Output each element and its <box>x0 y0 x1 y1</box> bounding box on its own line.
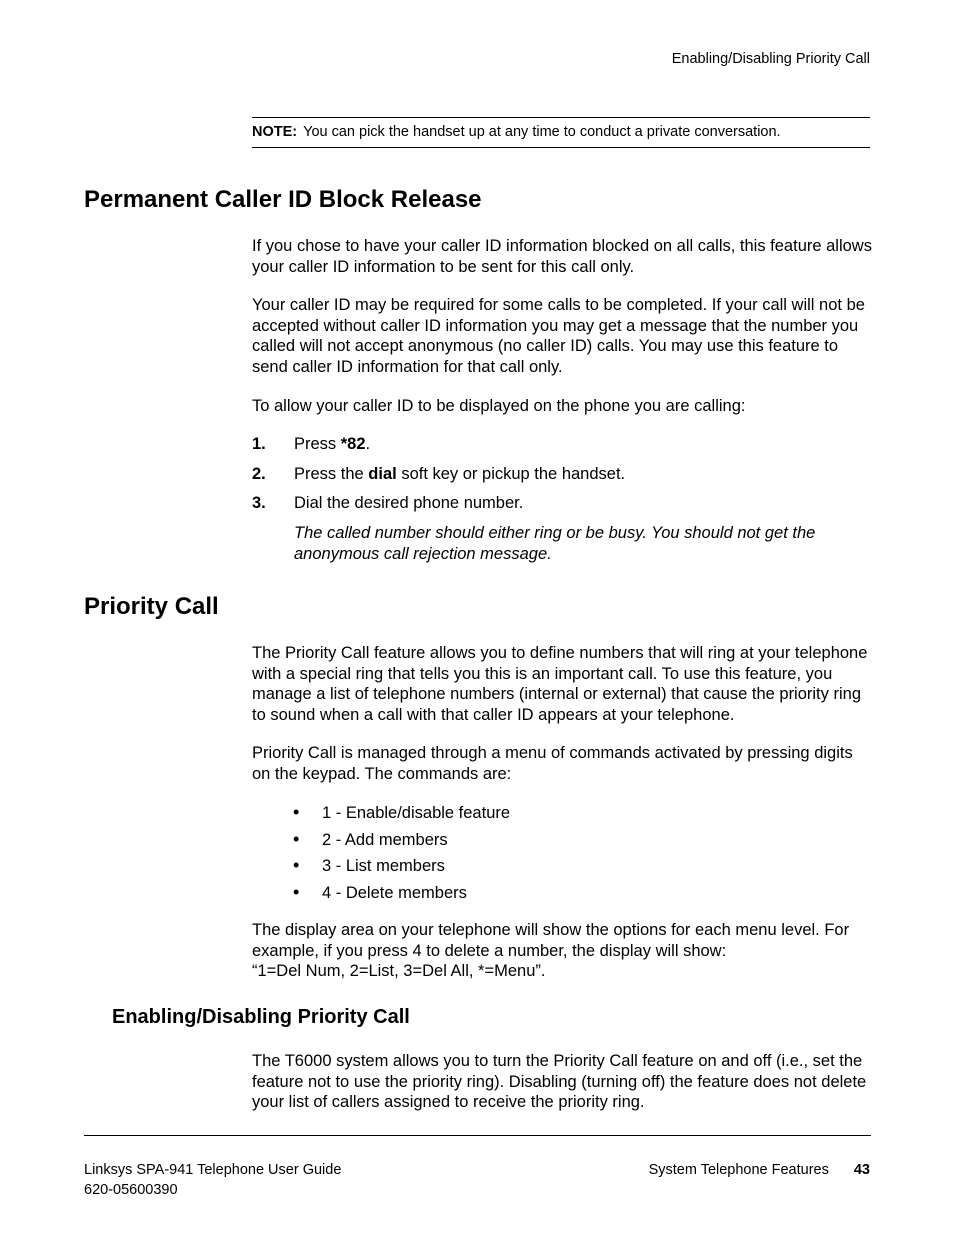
paragraph: To allow your caller ID to be displayed on the phone you are calling: <box>252 397 746 415</box>
step-item <box>252 493 523 513</box>
step-text: soft key or pickup the handset. <box>396 465 626 483</box>
list-item <box>293 855 445 876</box>
step-number: 2. <box>252 465 266 483</box>
guide-title: Linksys SPA-941 Telephone User Guide <box>84 1162 342 1178</box>
footer-divider <box>84 1135 871 1136</box>
bullet-icon: • <box>293 802 300 822</box>
note-label: NOTE: <box>252 124 298 140</box>
paragraph: The T6000 system allows you to turn the Priority Call feature on and off (i.e., set the feature not to use the priority ring). Disabling (turning off) the feature does not delete your list of callers assigned to receive the priority ring. <box>252 1052 867 1111</box>
footer-left <box>84 1160 341 1200</box>
list-item-text: 3 - List members <box>322 857 445 875</box>
paragraph-text: The display area on your telephone will show the options for each menu level. For example, if you press 4 to delete a number, the display will show: <box>252 921 850 960</box>
paragraph: Your caller ID may be required for some calls to be completed. If your call will not be accepted without caller ID information you may get a message that the number you called will not accept anonymous (no caller ID) calls. You may use this feature to send caller ID information for that call only. <box>252 296 865 376</box>
list-item <box>293 829 448 850</box>
note-text: You can pick the handset up at any time to conduct a private conversation. <box>303 124 781 140</box>
bullet-icon: • <box>293 882 300 902</box>
paragraph: The Priority Call feature allows you to define numbers that will ring at your telephone with a special ring that tells you this is an important call. To use this feature, you manage a list of telephone numbers (internal or external) that cause the priority ring to sound when a call with that caller ID appears at your telephone. <box>252 644 868 724</box>
list-item-text: 4 - Delete members <box>322 884 467 902</box>
step-text: Press <box>294 435 341 453</box>
step-key: dial <box>368 465 397 483</box>
step-result-note: The called number should either ring or be busy. You should not get the anonymous call rejection message. <box>294 524 816 563</box>
step-item <box>252 434 370 454</box>
list-item-text: 1 - Enable/disable feature <box>322 804 511 822</box>
step-number: 3. <box>252 494 266 512</box>
list-item <box>293 882 467 903</box>
footer-right <box>649 1160 870 1180</box>
note-box <box>252 117 870 148</box>
list-item-text: 2 - Add members <box>322 831 448 849</box>
step-text: Press the <box>294 465 369 483</box>
chapter-title: System Telephone Features <box>648 1162 829 1178</box>
section-heading-priority-call: Priority Call <box>84 593 219 620</box>
display-example: “1=Del Num, 2=List, 3=Del All, *=Menu”. <box>252 962 546 980</box>
subsection-heading: Enabling/Disabling Priority Call <box>112 1006 410 1028</box>
step-code: *82 <box>340 435 366 453</box>
bullet-icon: • <box>293 829 300 849</box>
paragraph <box>252 920 872 982</box>
step-text: Dial the desired phone number. <box>294 494 524 512</box>
paragraph: Priority Call is managed through a menu of commands activated by pressing digits on the keypad. The commands are: <box>252 744 853 783</box>
list-item <box>293 802 510 823</box>
step-number: 1. <box>252 435 266 453</box>
page-number: 43 <box>853 1162 870 1178</box>
bullet-icon: • <box>293 855 300 875</box>
section-heading-caller-id: Permanent Caller ID Block Release <box>84 186 482 213</box>
step-item <box>252 464 625 484</box>
running-header: Enabling/Disabling Priority Call <box>671 51 870 67</box>
step-text: . <box>365 435 371 453</box>
paragraph: If you chose to have your caller ID information blocked on all calls, this feature allows your caller ID information to be sent for this call only. <box>252 237 872 276</box>
document-number: 620-05600390 <box>84 1182 178 1198</box>
